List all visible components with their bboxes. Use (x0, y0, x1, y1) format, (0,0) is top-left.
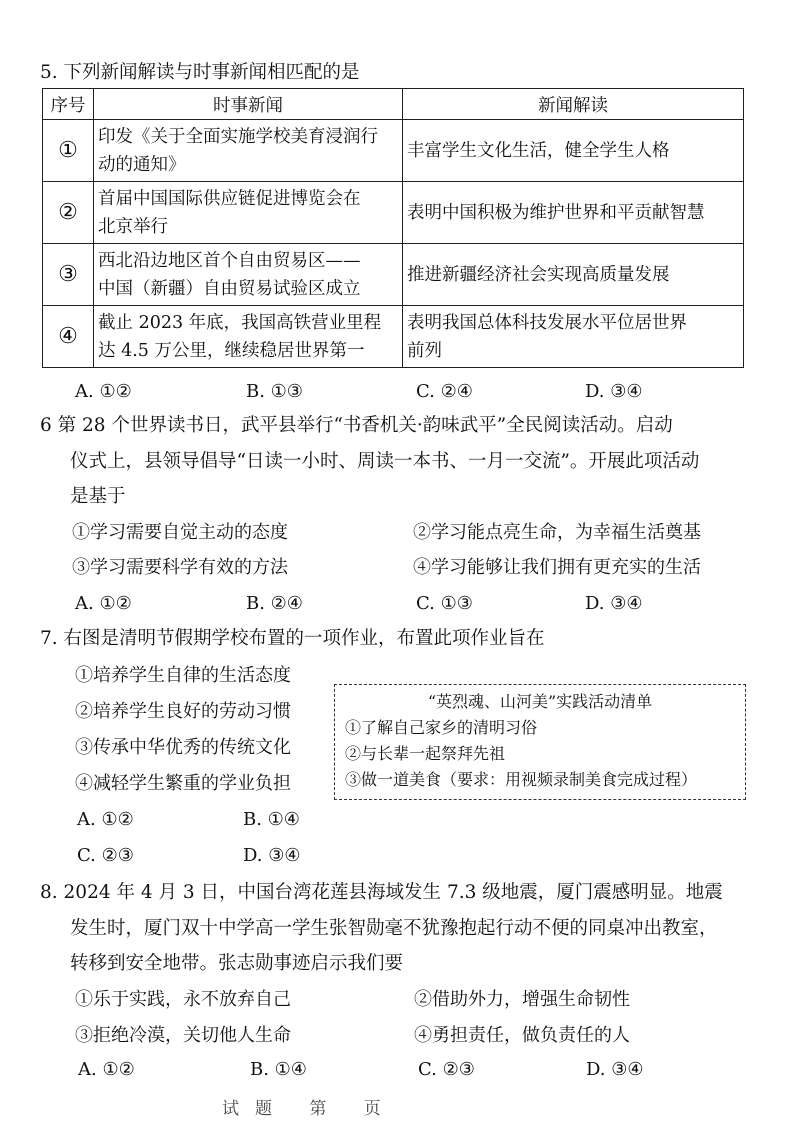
q7-statement-3: ③传承中华优秀的传统文化 (75, 737, 291, 758)
q5-option-c: C. ②④ (416, 381, 473, 402)
reading-cell: 表明我国总体科技发展水平位居世界 前列 (403, 306, 744, 368)
q6-stem-line: 6 第 28 个世界读书日，武平县举行“书香机关·韵味武平”全民阅读活动。启动 (40, 415, 673, 436)
q8-option-c: C. ②③ (418, 1059, 475, 1080)
practice-item: ③做一道美食（要求：用视频录制美食完成过程） (345, 770, 698, 789)
q8-statement-1: ①乐于实践，永不放弃自己 (75, 989, 291, 1010)
q5-option-a: A. ①② (75, 381, 132, 402)
practice-item: ②与长辈一起祭拜先祖 (345, 744, 506, 763)
practice-activity-box (334, 684, 746, 800)
q8-statement-2: ②借助外力，增强生命韧性 (414, 989, 630, 1010)
q6-stem-line: 是基于 (70, 486, 126, 507)
row-number: ③ (43, 244, 94, 306)
row-number: ① (43, 120, 94, 182)
q5-stem: 5. 下列新闻解读与时事新闻相匹配的是 (40, 62, 360, 83)
news-cell: 截止 2023 年底，我国高铁营业里程 达 4.5 万公里，继续稳居世界第一 (94, 306, 403, 368)
q8-statement-4: ④勇担责任，做负责任的人 (414, 1025, 630, 1046)
q8-option-b: B. ①④ (250, 1059, 307, 1080)
q6-stem-line: 仪式上，县领导倡导“日读一小时、周读一本书、一月一交流”。开展此项活动 (70, 451, 700, 472)
q8-stem-line: 转移到安全地带。张志勋事迹启示我们要 (70, 953, 404, 974)
q7-option-d: D. ③④ (243, 845, 301, 866)
q7-statement-4: ④减轻学生繁重的学业负担 (75, 773, 291, 794)
q7-option-b: B. ①④ (243, 809, 300, 830)
q7-statement-1: ①培养学生自律的生活态度 (75, 665, 291, 686)
q6-statement-4: ④学习能够让我们拥有更充实的生活 (413, 557, 701, 578)
q6-option-a: A. ①② (75, 593, 132, 614)
q6-statement-2: ②学习能点亮生命，为幸福生活奠基 (413, 522, 701, 543)
news-cell: 首届中国国际供应链促进博览会在 北京举行 (94, 182, 403, 244)
q8-statement-3: ③拒绝冷漠，关切他人生命 (75, 1025, 291, 1046)
reading-cell: 表明中国积极为维护世界和平贡献智慧 (403, 182, 744, 244)
q7-stem: 7. 右图是清明节假期学校布置的一项作业，布置此项作业旨在 (40, 628, 545, 649)
q6-statement-1: ①学习需要自觉主动的态度 (72, 522, 288, 543)
q8-stem-line: 8. 2024 年 4 月 3 日，中国台湾花莲县海域发生 7.3 级地震，厦门震感明显。地震 (40, 882, 723, 903)
table-row (43, 244, 744, 306)
table-row (43, 182, 744, 244)
q5-option-d: D. ③④ (585, 381, 643, 402)
news-table (42, 88, 744, 368)
row-number: ④ (43, 306, 94, 368)
q6-statement-3: ③学习需要科学有效的方法 (72, 557, 288, 578)
header-number: 序号 (43, 89, 94, 120)
q8-option-d: D. ③④ (586, 1059, 644, 1080)
q6-option-c: C. ①③ (416, 593, 473, 614)
reading-cell: 丰富学生文化生活，健全学生人格 (403, 120, 744, 182)
q7-option-a: A. ①② (77, 809, 134, 830)
q5-option-b: B. ①③ (246, 381, 303, 402)
page-footer: 试题 第 页 (222, 1099, 397, 1119)
q7-statement-2: ②培养学生良好的劳动习惯 (75, 701, 291, 722)
q6-option-b: B. ②④ (246, 593, 303, 614)
table-row (43, 120, 744, 182)
q8-option-a: A. ①② (78, 1059, 135, 1080)
practice-item: ①了解自己家乡的清明习俗 (345, 718, 538, 737)
header-news: 时事新闻 (94, 89, 403, 120)
news-cell: 西北沿边地区首个自由贸易区—— 中国（新疆）自由贸易试验区成立 (94, 244, 403, 306)
q8-stem-line: 发生时，厦门双十中学高一学生张智勋毫不犹豫抱起行动不便的同桌冲出教室， (70, 918, 718, 939)
q6-option-d: D. ③④ (585, 593, 643, 614)
row-number: ② (43, 182, 94, 244)
practice-box-title: “英烈魂、山河美”实践活动清单 (427, 692, 653, 711)
table-header-row (43, 89, 744, 120)
q7-option-c: C. ②③ (77, 845, 134, 866)
news-cell: 印发《关于全面实施学校美育浸润行 动的通知》 (94, 120, 403, 182)
table-row (43, 306, 744, 368)
header-reading: 新闻解读 (403, 89, 744, 120)
reading-cell: 推进新疆经济社会实现高质量发展 (403, 244, 744, 306)
